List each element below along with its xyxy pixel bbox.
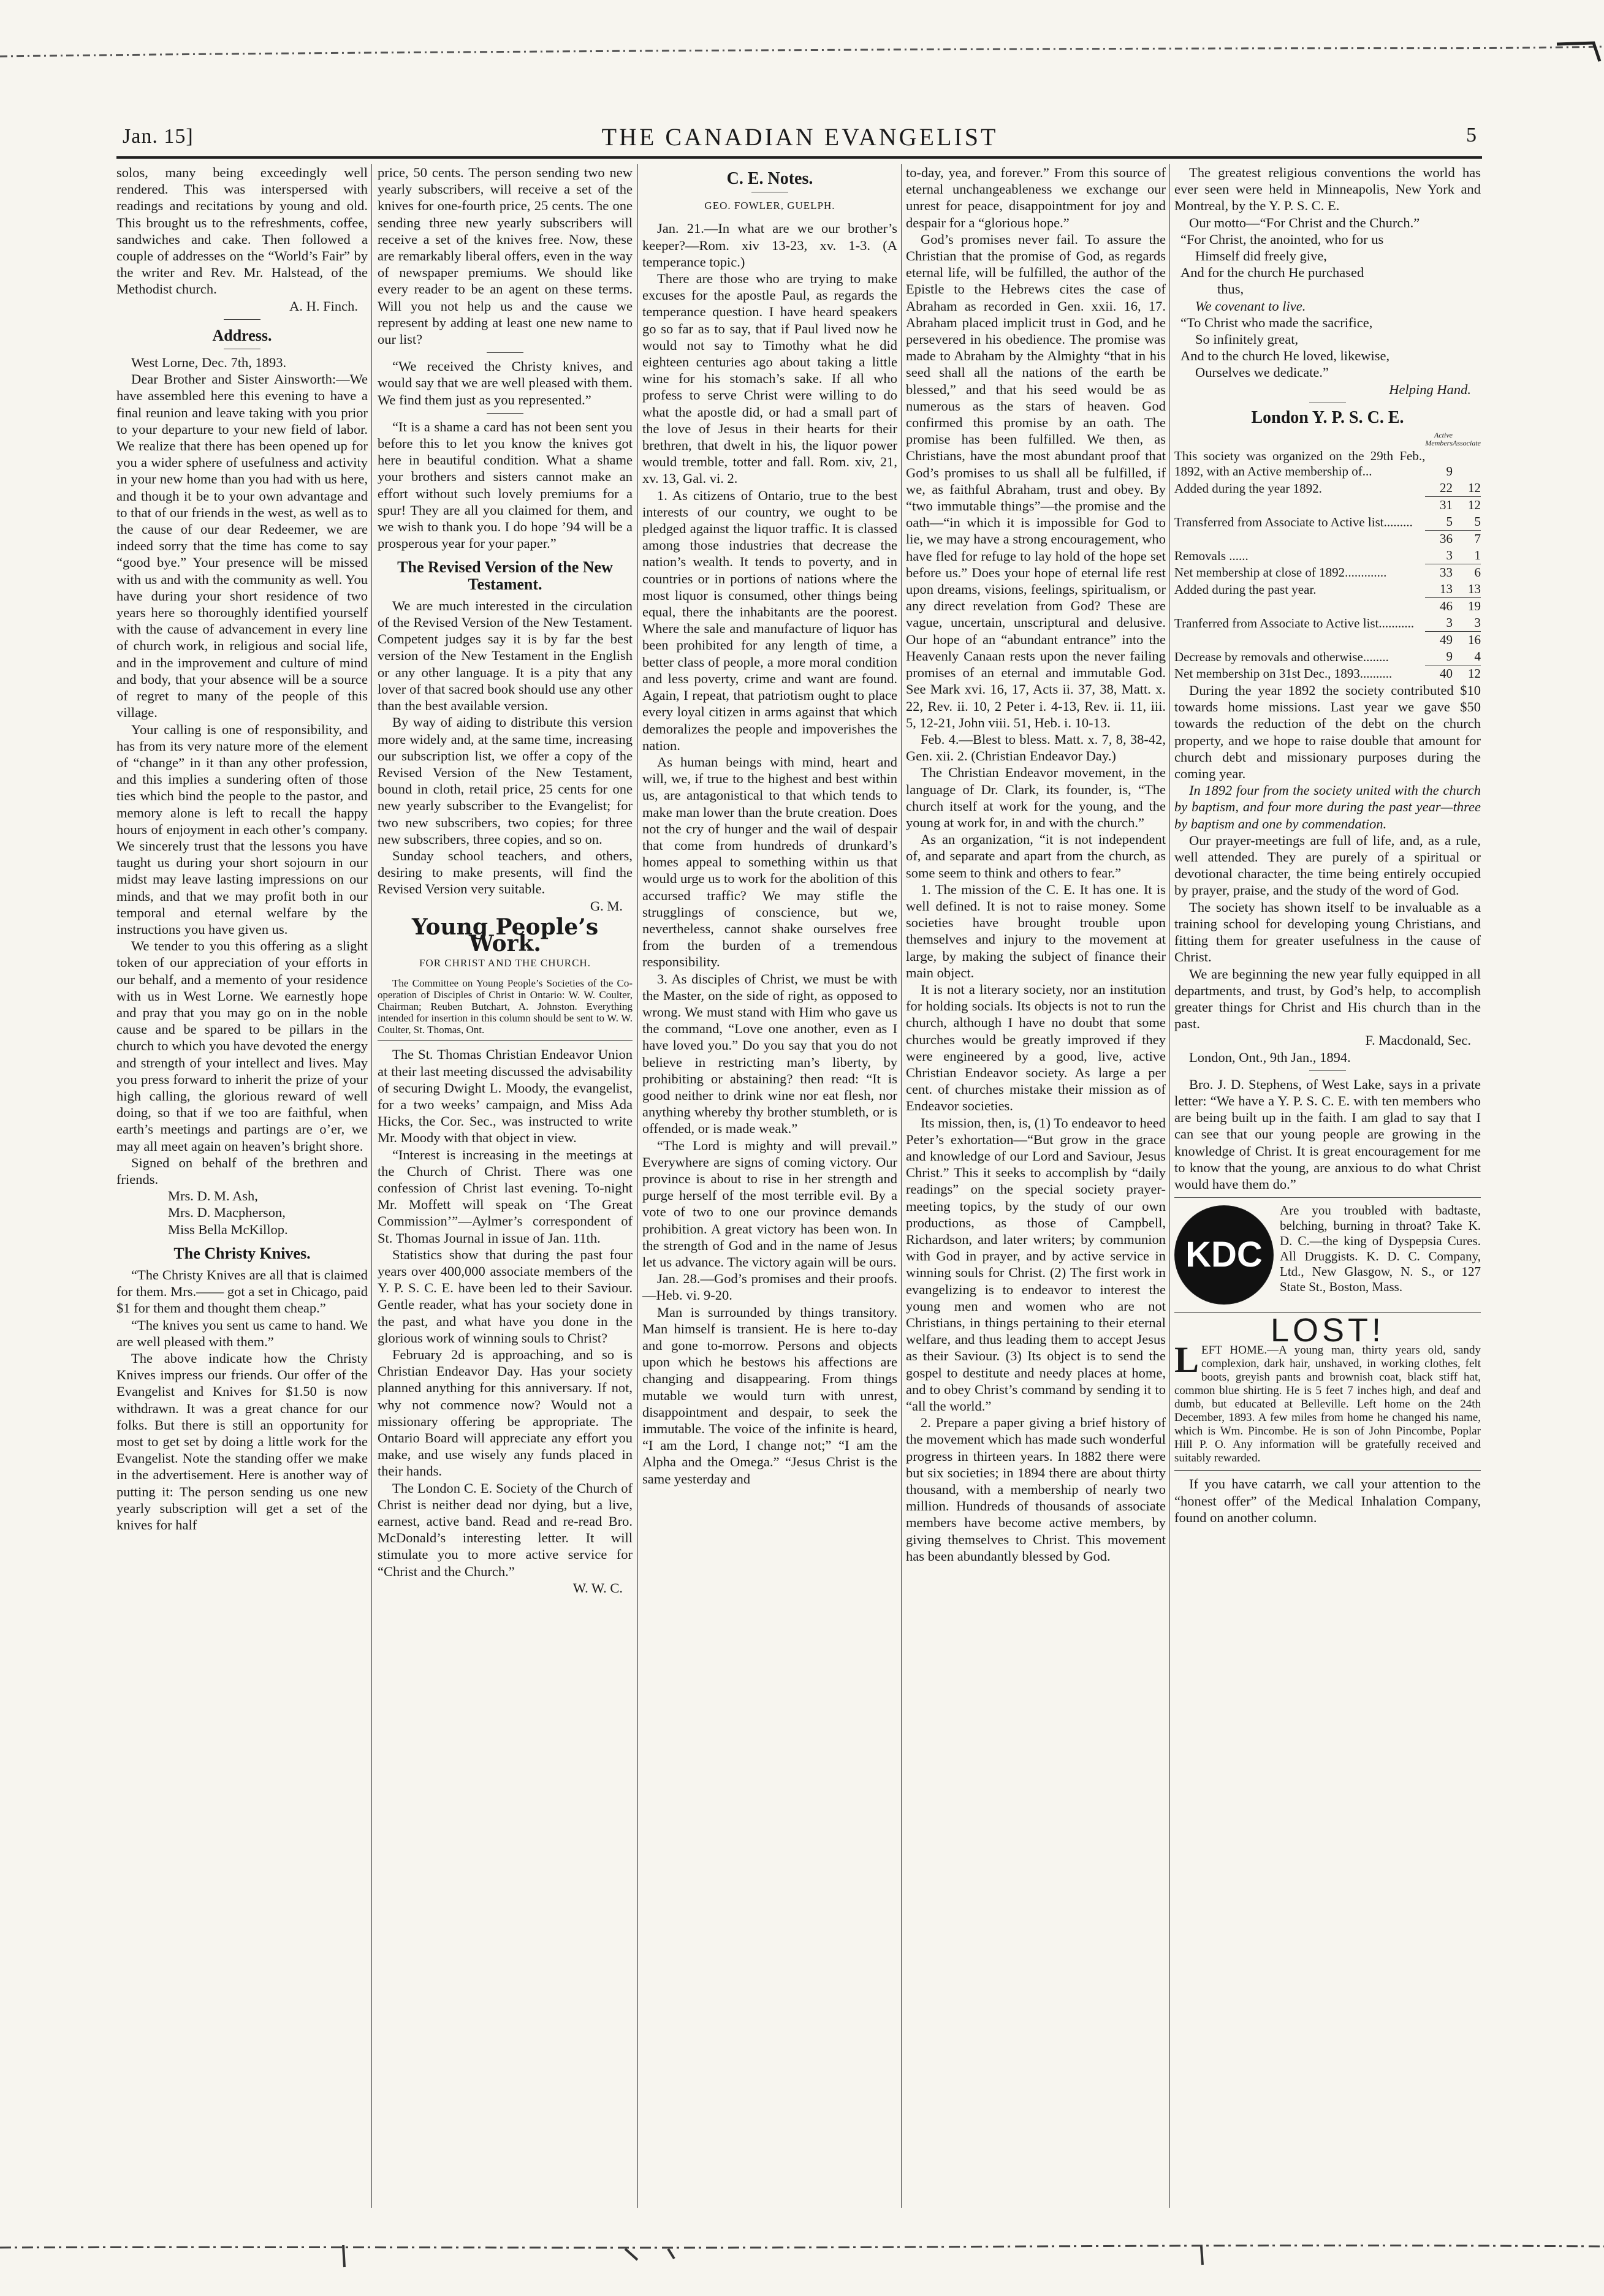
lost-notice (1174, 1339, 1481, 1465)
article-text: Signed on behalf of the brethren and friends. (116, 1154, 368, 1187)
table-row: Tranferred from Associate to Active list........... 3 3 (1174, 615, 1481, 631)
column-4 (906, 164, 1166, 2208)
column-divider (371, 164, 372, 2208)
article-text: The Christian Endeavor movement, in the language of Dr. Clark, its founder, is, “The church itself at work for the young, and the young at work for, in and with the church.” (906, 765, 1166, 830)
article-text: We tender to you this offering as a slight token of our appreciation of your efforts in our behalf, and a memento of your residence with us in West Lorne. We earnestly hope and pray that you may go on in the noble cause and be spared to be pillars in the church to which you have devoted the energy and strength of your intellect and lives. May you press forward to inherit the prize of your high calling, the glorious reward of well doing, so that if we too are faithful, when earth’s meetings and partings are o’er, we may all meet again on heaven’s bright shore. (116, 938, 368, 1154)
column-1 (116, 164, 368, 2208)
topic-line: Feb. 4.—Blest to bless. Matt. x. 7, 8, 38-42, Gen. xii. 2. (Christian Endeavor Day.) (906, 731, 1166, 764)
article-text: Your calling is one of responsibility, and has from its very nature more of the element of “change” in it than any other profession, and this implies a sundering often of those ties which bind the people to the pastor, and memory alone is left to recall the happy hours of enjoyment in each other’s company. We sincerely trust that the lessons you have taught us during your short sojourn in our midst may leave lasting impressions on our minds, and that we may profit both in our temporal and eternal welfare by the instructions you have given us. (116, 721, 368, 937)
signature: F. Macdonald, Sec. (1365, 1032, 1471, 1048)
signatory: Mrs. D. Macpherson, (168, 1205, 286, 1221)
column-divider (901, 164, 902, 2208)
london-ypsce-heading: London Y. P. S. C. E. (1251, 407, 1404, 427)
issue-date: Jan. 15] (123, 125, 194, 148)
dateline: West Lorne, Dec. 7th, 1893. (131, 355, 287, 371)
column-2 (378, 164, 633, 2208)
table-row: Removals ...... 3 1 (1174, 548, 1481, 563)
article-text: solos, many being exceedingly well rendered. This was interspersed with readings and recitations by young and old. This brought us to the refreshments, coffee, sandwiches and cake. Then followed a couple of addresses on the “World’s Fair” by the writer and Rev. Mr. Halstead, of the Methodist church. (116, 165, 368, 297)
article-text: The above indicate how the Christy Knives impress our friends. Our offer of the Evangelist and Knives for $1.50 is now withdrawn. It was a great chance for our folks. But there is still an opportunity for most to get set by doing a little work for the Evangelist. Note the standing offer we make in the advertisement. Here is another way of putting it: The person sending us one new yearly subscription will get a set of the knives for half (116, 1351, 368, 1533)
article-text: As human beings with mind, heart and will, we, if true to the highest and best within us, are antagonistical to that which tends to make man lower than the brute creation. Does not the cry of hunger and the wail of despair that come from hundreds of drunkard’s homes appeal to something within us that would urge us to work for the abolition of this accursed traffic? We may stifle the strugglings of conscience, but we, nevertheless, cannot shake ourselves free from the burden of a tremendous responsibility. (642, 754, 897, 970)
dateline: London, Ont., 9th Jan., 1894. (1189, 1049, 1351, 1065)
masthead-title: THE CANADIAN EVANGELIST (601, 123, 998, 151)
signature: W. W. C. (572, 1580, 623, 1596)
article-text: Its mission, then, is, (1) To endeavor to heed Peter’s exhortation—“But grow in the grace and knowledge of our Lord and Saviour, Jesus Christ.” This it seeks to accomplish by “daily readings” on the special society prayer-meeting topics, by the study of our own productions, as those of Campbell, Richardson, and later writers; by communion with God in prayer, and by active service in winning souls for Christ. (2) The first work in evangelizing is to endeavor to interest the young men and women who are not Christians, in things pertaining to their eternal welfare, and thus leading them to accept Jesus as their Saviour. (3) Its object is to send the gospel to destitute and needy places at home, and to obey Christ’s command by sending it to “all the world.” (906, 1115, 1166, 1414)
article-text: The greatest religious conventions the world has ever seen were held in Minneapolis, New York and Montreal, by the Y. P. S. C. E. (1174, 165, 1481, 214)
article-text: There are those who are trying to make excuses for the apostle Paul, as regards the temperance question. I have heard speakers go so far as to say, that if Paul lived now he would not say to Timothy what he did eighteen centuries ago about taking a little wine for his stomach’s sake. If all who profess to serve Christ were willing to do what the apostle did, or had a small part of the love of Jesus in their hearts for their brethren, that dwelt in his, the liquor power would tremble, totter and fall. Rom. xiv, 21, xv. 13, Gal. vi. 2. (642, 271, 897, 487)
article-text: By way of aiding to distribute this version more widely and, at the same time, increasing our subscription list, we offer a copy of the Revised Version of the New Testament, bound in cloth, retail price, 25 cents for one new yearly subscriber to the Evangelist; for two new subscribers, two copies; for three new subscribers, three copies, and so on. (378, 714, 633, 847)
column-divider (1169, 164, 1170, 2208)
page-header (123, 123, 1477, 151)
topic-line: Jan. 21.—In what are we our brother’s keeper?—Rom. xiv 13-23, xv. 1-3. (A temperance topic.) (642, 221, 897, 270)
column-divider (637, 164, 638, 2208)
article-text: “The Lord is mighty and will prevail.” Everywhere are signs of coming victory. Our province is about to rise in her strength and purge herself of the most terrible evil. By a vote of two to one our province demands prohibition. A great victory has been won. In the strength of God and in the name of Jesus let us advance. The victory again will be ours. (642, 1137, 897, 1270)
lost-heading: LOST! (1270, 1312, 1385, 1349)
article-text: It is not a literary society, nor an institution for holding socials. Its objects is not to run the church, although I have no doubt that some churches would be greatly improved if they were engineered by a good, live, active Christian Endeavor society. As large a per cent. of churches mistake their mission as of Endeavor societies. (906, 981, 1166, 1114)
address-heading: Address. (212, 326, 272, 344)
table-row: Transferred from Associate to Active list......... 5 5 (1174, 514, 1481, 529)
article-text: “The Christy Knives are all that is claimed for them. Mrs.—— got a set in Chicago, paid $1 for them and thought them cheap.” (116, 1267, 368, 1316)
poem-line: Ourselves we dedicate.” (1195, 365, 1329, 381)
header-rule (116, 156, 1482, 159)
signatory: Mrs. D. M. Ash, (168, 1188, 258, 1204)
article-text: God’s promises never fail. To assure the Christian that the promise of God, as regards eternal life, will be fulfilled, the author of the Epistle to the Hebrews cites the case of Abraham as recorded in Gen. xxii. 16, 17. Abraham placed implicit trust in God, and he persevered in his obedience. The promise was made to Abraham by the Almighty “that in his seed shall all the nations of the earth be blessed,” and that his seed would be as numerous as the stars of heaven. God confirmed this promise by an oath. The promise has been fulfilled. We then, as Christians, have the most abundant proof that God’s promises to us shall all be fulfilled, if we, as faithful Abraham, trust and obey. By “two immutable things”—the promise and the oath—“in which it is impossible for God to lie, we may have a strong encouragement, who have fled for refuge to lay hold of the hope set before us.” Does your hope of eternal life rest upon dreams, visions, feelings, spiritualism, or any direct revelation from God? These are vague, uncertain, unscriptural and delusive. Our hope of an “abundant entrance” into the Heavenly Canaan rests upon the never failing promises of an eternal and immutable God. See Mark xvi. 16, 17, Acts ii. 37, 38, Matt. x. 22, Rev. ii. 10, 2 Peter i. 4-13, Rev. ii. 11, iii. 5, 12-21, John viii. 51, Heb. i. 10-13. (906, 231, 1166, 730)
signatory: Miss Bella McKillop. (168, 1221, 288, 1237)
article-text: Man is surrounded by things transitory. Man himself is transient. He is here to-day and gone to-morrow. Persons and objects upon which he bestows his affections are changing and disappearing. From things mutable we would turn with unrest, disappointment and despair, to seek the immutable. The voice of the infinite is heard, “I am the Lord, I change not;” “I am the Alpha and the Omega.” “Jesus Christ is the same yesterday and (642, 1304, 897, 1487)
article-text: Our motto—“For Christ and the Church.” (1189, 214, 1420, 230)
poem-line: We covenant to live. (1195, 298, 1306, 314)
article-text: The St. Thomas Christian Endeavor Union at their last meeting discussed the advisability of securing Dwight L. Moody, the evangelist, for a two weeks’ campaign, and Miss Ada Hicks, the Cor. Sec., was instructed to write Mr. Moody with that object in view. (378, 1047, 633, 1146)
article-text: In 1892 four from the society united with the church by baptism, and four more during the past year—three by baptism and one by commendation. (1174, 782, 1481, 832)
table-row: 49 16 (1440, 632, 1481, 648)
poem-line: And to the church He loved, likewise, (1180, 348, 1390, 364)
signature: G. M. (590, 898, 623, 914)
table-row: This society was organized on the 29th Feb., 1892, with an Active membership of... 9 (1174, 449, 1453, 479)
poem-line: So infinitely great, (1195, 332, 1299, 347)
poem-line: And for the church He purchased (1180, 265, 1364, 281)
article-text: The London C. E. Society of the Church of Christ is neither dead nor dying, but a live, earnest, active band. Read and re-read Bro. McDonald’s interesting letter. It will stimulate you to more active service for “Christ and the Church.” (378, 1480, 633, 1579)
article-text: to-day, yea, and forever.” From this source of eternal unchangeableness we exchange our unrest for peace, disappointment for joy and despair for a “glorious hope.” (906, 165, 1166, 230)
poem-line: “To Christ who made the sacrifice, (1180, 314, 1373, 330)
article-text: “It is a shame a card has not been sent you before this to let you know the knives got here in beautiful condition. What a shame your brothers and sisters cannot make an effort without such lovely premiums for a spur! They are all you claimed for them, and we wish to thank you. I do hope ’94 will be a prosperous year for your paper.” (378, 419, 633, 551)
article-text: Bro. J. D. Stephens, of West Lake, says in a private letter: “We have a Y. P. S. C. E. with ten members who are being built up in the faith. I am glad to say that I can see that our young people are growing in the knowledge of Christ. It is great encouragement for me to know that the young, are anxious to do what Christ would have them do.” (1174, 1076, 1481, 1192)
committee-note: The Committee on Young People’s Societies of the Co-operation of Disciples of Christ in Ontario: W. W. Coulter, Chairman; Reuben Butchart, A. Johnston. Everything intended for insertion in this column should be sent to W. W. Coulter, St. Thomas, Ont. (378, 977, 633, 1036)
article-text: “We received the Christy knives, and would say that we are well pleased with them. We find them just as you represented.” (378, 358, 633, 407)
ce-notes-heading: C. E. Notes. (726, 169, 813, 188)
kdc-advertisement (1174, 1203, 1481, 1307)
byline: GEO. FOWLER, GUELPH. (704, 200, 835, 212)
article-text: We are much interested in the circulation of the Revised Version of the New Testament. Competent judges say it is by far the best version of the New Testament in the English or any other language. It is a pity that any lover of that sacred book should use any other than the best available version. (378, 597, 633, 714)
top-edge-scan-noise (0, 0, 1604, 67)
article-text: Our prayer-meetings are full of life, and, as a rule, well attended. They are purely of a spiritual or devotional character, the time being entirely occupied by prayer, praise, and the study of the word of God. (1174, 832, 1481, 898)
revised-version-heading: The Revised Version of the New Testament. (397, 558, 613, 593)
article-text: We are beginning the new year fully equipped in all departments, and trust, by God’s help, to accomplish greater things for Christ and His church than in the past. (1174, 966, 1481, 1032)
table-row: Net membership at close of 1892............. 33 6 (1174, 565, 1481, 580)
table-row: 46 19 (1440, 599, 1481, 614)
article-text: “The knives you sent us came to hand. We are well pleased with them.” (116, 1317, 368, 1349)
article-text: The society has shown itself to be invaluable as a training school for developing young Christians, and fitting them for greater usefulness in the cause of Christ. (1174, 899, 1481, 965)
section-subtitle: FOR CHRIST AND THE CHURCH. (419, 957, 591, 969)
article-text: price, 50 cents. The person sending two new yearly subscribers, will receive a set of the knives for one-fourth price, 25 cents. The one sending three new yearly subscribers will receive a set of the knives free. Now, these are remarkably liberal offers, even in the way of newspaper premiums. We should like every reader to be an agent on these terms. Will you not help us and the cause we represent by adding at least one new name to our list? (378, 165, 633, 347)
divider (1309, 1070, 1346, 1071)
column-3 (642, 164, 897, 2208)
topic-line: Jan. 28.—God’s promises and their proofs.—Heb. vi. 9-20. (642, 1271, 897, 1303)
poem (1174, 231, 1481, 381)
table-row: Decrease by removals and otherwise........ 9 4 (1174, 649, 1481, 664)
lost-text: EFT HOME.—A young man, thirty years old, sandy complexion, dark hair, unshaved, in working clothes, felt boots, greyish pants and brownish coat, black stiff hat, common blue shirting. He is 5 feet 7 inches high, and deaf and dumb, but educated at Belleville. Left home on the 24th December, 1893. A few miles from home he changed his name, which is Wm. Pincombe. He is son of John Pincombe, Poplar Hill P. O. Any information will be gratefully received and suitably rewarded. (1174, 1344, 1481, 1465)
divider (224, 319, 260, 320)
divider (1174, 1197, 1481, 1198)
divider (1174, 1470, 1481, 1471)
article-text: Dear Brother and Sister Ainsworth:—We have assembled here this evening to have a final reunion and leave taking with you prior to your departure to your new field of labor. We realize that there has been opened up for you a wider sphere of usefulness and activity in your new home than you had with us here, and though it be to your own advantage and to that of our friends in the west, as well as to the cause of our dear Redeemer, we are indeed sorry that the time has come to say “good bye.” Your presence will be missed with us and with the community as well. You have during your short residence of two years here so thoroughly identified yourself with the cause of advancement in every line of church work, in religious and social life, and in the improvement and culture of mind and body, that your absence will be a source of regret to many of the people of this village. (116, 371, 368, 721)
table-row: Added during the year 1892. 22 12 (1174, 480, 1481, 496)
divider (378, 1040, 633, 1041)
article-text: As an organization, “it is not independent of, and separate and apart from the church, as some seem to think and others to fear.” (906, 832, 1166, 881)
young-peoples-work-heading: Young People’s Work. (411, 914, 599, 957)
table-row: 36 7 (1440, 531, 1481, 547)
article-text: Statistics show that during the past four years over 400,000 associate members of the Y. P. S. C. E. have been led to their Saviour. Gentle reader, what has your society done in the past, and what have you done in the glorious work of winning souls to Christ? (378, 1246, 633, 1346)
column-5 (1174, 164, 1481, 2208)
table-header: Active Members (1425, 431, 1453, 448)
table-header-spacer (1174, 431, 1425, 448)
table-header: Associate (1453, 439, 1481, 448)
article-text: During the year 1892 the society contributed $10 towards home missions. Last year we gave $50 towards the reduction of the debt on the church property, and we hope to raise double that amount for church debt and missionary purposes during the coming year. (1174, 683, 1481, 782)
article-text: 3. As disciples of Christ, we must be with the Master, on the side of right, as opposed to wrong. We must stand with Him who gave us the command, “Love one another, even as I have loved you.” Do you say that you do not believe in restricting man’s liberty, by prohibiting or abstaining? then read: “It is good neither to drink wine nor eat flesh, nor anything whereby thy brother stumbleth, or is offended, or is made weak.” (642, 971, 897, 1137)
article-text: 1. The mission of the C. E. It has one. It is well defined. It is not to raise money. Some societies have brought trouble upon themselves and injury to the movement at large, by making the subject of finance their main object. (906, 881, 1166, 980)
divider (487, 413, 523, 414)
bottom-edge-scan-noise (0, 2230, 1604, 2296)
divider (487, 352, 523, 353)
membership-table (1174, 431, 1481, 682)
knives-heading: The Christy Knives. (173, 1244, 311, 1262)
article-text: Sunday school teachers, and others, desiring to make presents, will find the Revised Version very suitable. (378, 847, 633, 897)
ad-text: Are you troubled with badtaste, belching, burning in throat? Take K. D. C.—the king of Dyspepsia Cures. All Druggists. K. D. C. Company, Ltd., New Glasgow, N. S., or 127 State St., Boston, Mass. (1280, 1203, 1481, 1295)
drop-cap: L (1174, 1339, 1199, 1381)
poem-line: Himself did freely give, (1195, 248, 1327, 264)
table-row: 31 12 (1440, 498, 1481, 513)
article-text: 1. As citizens of Ontario, true to the best interests of our country, we ought to be pledged against the liquor traffic. It is classed among those industries that decrease the nation’s wealth. It tends to poverty, and in countries or in portions of nations where the most liquor is consumed, other things being equal, there the inhabitants are the poorest. Where the sale and manufacture of liquor has been prohibited for any length of time, a better class of people, a more moral condition and less poverty, crime and want are found. Again, I repeat, that patriotism ought to place every loyal citizen in arms against that which demoralizes the people and impoverishes the nation. (642, 487, 897, 753)
page-number: 5 (1466, 124, 1477, 146)
table-row: Added during the past year. 13 13 (1174, 582, 1481, 597)
article-text: February 2d is approaching, and so is Christian Endeavor Day. Has your society planned anything for this anniversary. If not, why not commence now? Would not a missionary offering be appropriate. The Ontario Board will appreciate any effort you make, and use wisely any funds placed in their hands. (378, 1347, 633, 1479)
poem-line: thus, (1217, 281, 1244, 297)
article-text: If you have catarrh, we call your attention to the “honest offer” of the Medical Inhalation Company, found on another column. (1174, 1476, 1481, 1525)
table-row: Net membership on 31st Dec., 1893.......... 40 12 (1174, 666, 1481, 681)
article-text: “Interest is increasing in the meetings at the Church of Christ. There was one confession of Christ last evening. To-night Mr. Moffett will speak on ‘The Great Commission’”—Aylmer’s correspondent of St. Thomas Journal in issue of Jan. 11th. (378, 1146, 633, 1246)
kdc-logo: KDC (1174, 1205, 1274, 1305)
poem-line: “For Christ, the anointed, who for us (1180, 231, 1384, 247)
article-text: 2. Prepare a paper giving a brief history of the movement which has made such wonderful progress in thirteen years. In 1882 there were but six societies; in 1894 there are about thirty thousand, with a membership of nearly two million. Hundreds of thousands of associate members have become active members, by giving themselves to Christ. This movement has been abundantly blessed by God. (906, 1415, 1166, 1564)
poem-source: Helping Hand. (1389, 381, 1471, 397)
signature: A. H. Finch. (289, 298, 358, 314)
